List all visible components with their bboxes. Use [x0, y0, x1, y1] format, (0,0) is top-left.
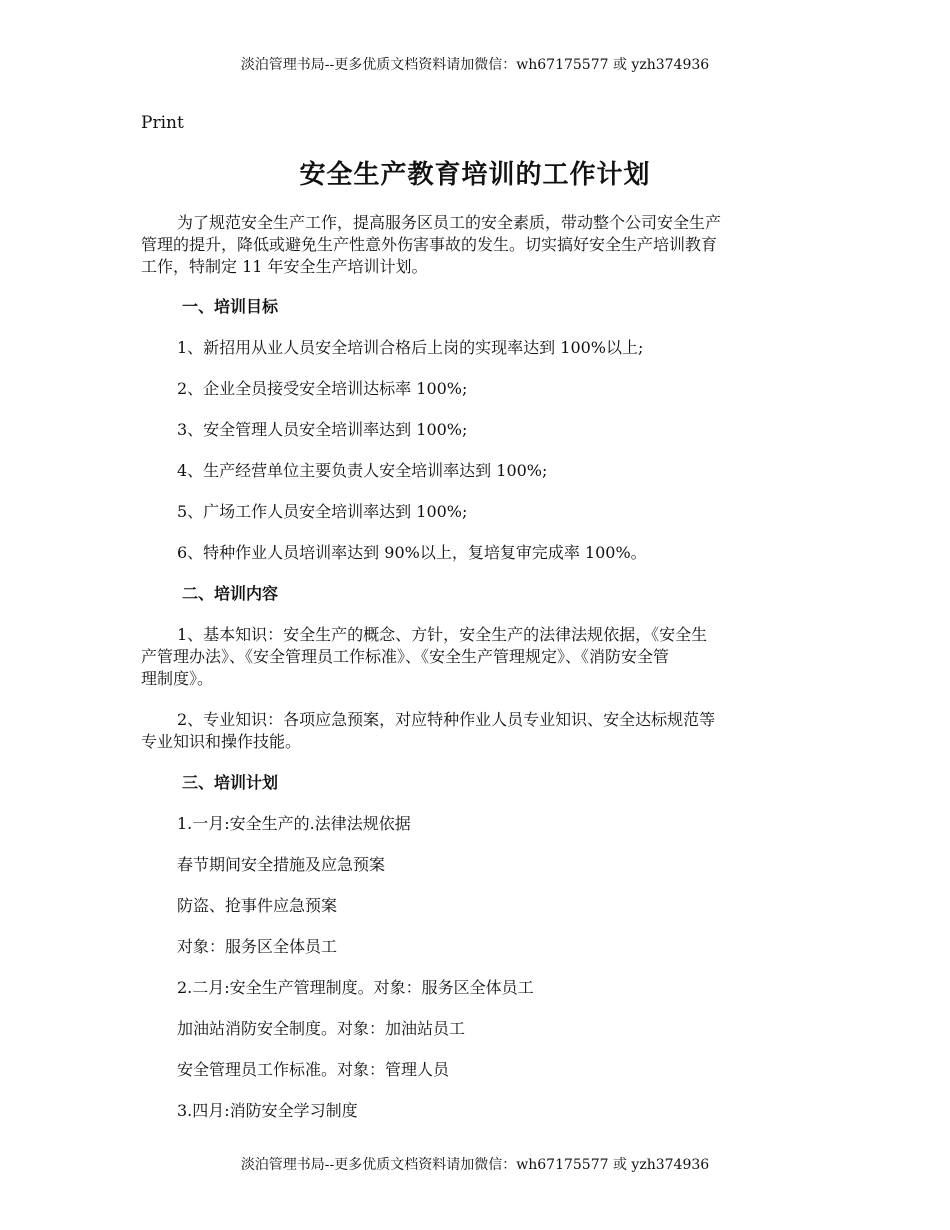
goal-item: 5、广场工作人员安全培训率达到 100%;: [177, 502, 468, 521]
content-line: 专业知识和操作技能。: [141, 732, 302, 751]
goal-item: 2、企业全员接受安全培训达标率 100%;: [177, 379, 468, 398]
plan-item: 防盗、抢事件应急预案: [177, 896, 338, 915]
intro-paragraph: [141, 212, 816, 278]
goal-item: 3、安全管理人员安全培训率达到 100%;: [177, 420, 468, 439]
content-item-professional: [141, 709, 816, 753]
content-line: 产管理办法》、《安全管理员工作标准》、《安全生产管理规定》、《消防安全管: [141, 647, 670, 666]
plan-item: 3.四月:消防安全学习制度: [177, 1101, 358, 1120]
plan-item: 对象：服务区全体员工: [177, 937, 338, 956]
intro-line: 管理的提升，降低或避免生产性意外伤害事故的发生。切实搞好安全生产培训教育: [141, 235, 718, 254]
content-item-basic: [141, 624, 816, 690]
goal-item: 6、特种作业人员培训率达到 90%以上，复培复审完成率 100%。: [177, 543, 647, 562]
section-heading-content: 二、培训内容: [182, 584, 279, 603]
document-body: [141, 212, 816, 1122]
page-footer: 淡泊管理书局--更多优质文档资料请加微信：wh67175577 或 yzh374936: [240, 1157, 710, 1173]
section-heading-plan: 三、培训计划: [182, 773, 279, 792]
goal-item: 1、新招用从业人员安全培训合格后上岗的实现率达到 100%以上;: [177, 338, 644, 357]
intro-line: 工作，特制定 11 年安全生产培训计划。: [141, 257, 428, 276]
content-line: 2、专业知识：各项应急预案，对应特种作业人员专业知识、安全达标规范等: [177, 710, 716, 729]
print-label: Print: [141, 113, 184, 133]
page-header: 淡泊管理书局--更多优质文档资料请加微信：wh67175577 或 yzh374936: [240, 57, 710, 73]
document-title: 安全生产教育培训的工作计划: [299, 160, 651, 190]
plan-item: 安全管理员工作标准。对象：管理人员: [177, 1060, 450, 1079]
content-line: 理制度》。: [141, 669, 214, 688]
content-line: 1、基本知识：安全生产的概念、方针，安全生产的法律法规依据，《安全生: [177, 625, 708, 644]
plan-item: 2.二月:安全生产管理制度。对象：服务区全体员工: [177, 978, 534, 997]
section-heading-goals: 一、培训目标: [182, 297, 279, 316]
plan-item: 1.一月:安全生产的.法律法规依据: [177, 814, 411, 833]
goal-item: 4、生产经营单位主要负责人安全培训率达到 100%;: [177, 461, 548, 480]
intro-line: 为了规范安全生产工作，提高服务区员工的安全素质，带动整个公司安全生产: [177, 213, 722, 232]
plan-item: 加油站消防安全制度。对象：加油站员工: [177, 1019, 466, 1038]
plan-item: 春节期间安全措施及应急预案: [177, 855, 386, 874]
